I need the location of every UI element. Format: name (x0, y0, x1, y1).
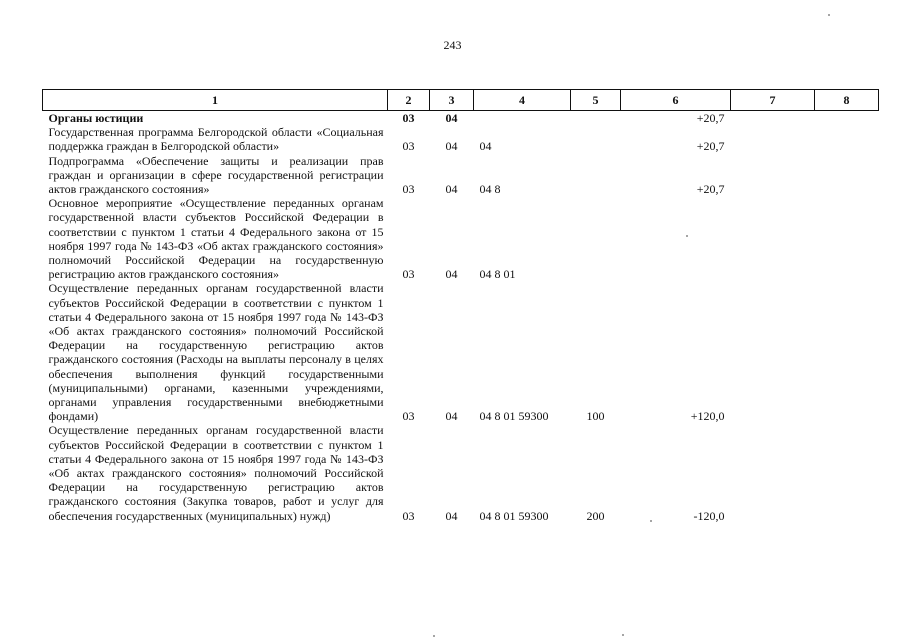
row-subsection-code: 04 (445, 508, 458, 523)
row-description: Государственная программа Белгородской области «Социальная поддержка граждан в Белгородской области» (48, 125, 384, 154)
row-section-code: 03 (402, 508, 415, 523)
row-subsection-code: 04 (445, 139, 458, 154)
table-row (43, 154, 879, 197)
scan-speck (433, 635, 435, 637)
row-col-7 (731, 196, 815, 281)
row-amount: +20,7 (696, 111, 725, 125)
row-col-8 (815, 125, 879, 153)
row-subsection-code: 04 (445, 267, 458, 282)
row-section-code: 03 (402, 139, 415, 154)
row-description: Органы юстиции (48, 111, 144, 125)
header-col-3: 3 (430, 90, 474, 111)
scan-speck (828, 14, 830, 16)
row-col-8 (815, 281, 879, 423)
row-target-article: 04 8 01 59300 (479, 409, 549, 424)
table-row (43, 196, 879, 281)
header-col-6: 6 (621, 90, 731, 111)
header-col-1: 1 (43, 90, 388, 111)
row-col-7 (731, 281, 815, 423)
row-expense-type (571, 196, 621, 281)
row-amount: +20,7 (696, 139, 725, 154)
row-expense-type: 100 (586, 409, 605, 424)
row-col-8 (815, 196, 879, 281)
row-section-code: 03 (402, 111, 415, 125)
table-row (43, 125, 879, 153)
row-subsection-code: 04 (445, 111, 458, 125)
row-target-article: 04 (479, 139, 492, 154)
scan-speck (650, 520, 652, 522)
row-amount (621, 196, 731, 281)
table-row (43, 281, 879, 423)
table-row (43, 111, 879, 126)
row-description: Осуществление переданных органам государственной власти субъектов Российской Федерации в соответствии с пунктом 1 статьи 4 Федерального закона от 15 ноября 1997 года № 143-ФЗ «Об актах гражданского состояния» полномочий Российской Федерации на государственную регистрацию актов гражданского состояния (Закупка товаров, работ и услуг для обеспечения государственных (муниципальных) нужд) (48, 423, 384, 523)
row-expense-type (571, 154, 621, 197)
table-header-row (43, 90, 879, 111)
row-col-7 (731, 154, 815, 197)
row-amount: +20,7 (696, 182, 725, 197)
row-col-8 (815, 154, 879, 197)
row-section-code: 03 (402, 267, 415, 282)
row-description: Осуществление переданных органам государственной власти субъектов Российской Федерации в соответствии с пунктом 1 статьи 4 Федерального закона от 15 ноября 1997 года № 143-ФЗ «Об актах гражданского состояния» полномочий Российской Федерации на государственную регистрацию актов гражданского состояния (Расходы на выплаты персоналу в целях обеспечения выполнения функций государственными (муниципальными) органами, казенными учреждениями, органами управления государственными внебюджетными фондами) (48, 281, 384, 424)
row-subsection-code: 04 (445, 409, 458, 424)
page-number: 243 (443, 38, 462, 52)
row-section-code: 03 (402, 409, 415, 424)
row-col-7 (731, 423, 815, 522)
row-target-article: 04 8 (479, 182, 501, 197)
scan-speck (622, 634, 624, 636)
row-col-7 (731, 111, 815, 126)
row-expense-type (571, 111, 621, 126)
row-expense-type (571, 125, 621, 153)
header-col-4: 4 (474, 90, 571, 111)
scan-speck (686, 235, 688, 237)
table-row (43, 423, 879, 522)
row-col-8 (815, 111, 879, 126)
row-expense-type: 200 (586, 508, 605, 523)
header-col-5: 5 (571, 90, 621, 111)
row-target-article (474, 111, 571, 126)
row-amount: -120,0 (693, 508, 725, 523)
budget-table (42, 89, 879, 523)
header-col-7: 7 (731, 90, 815, 111)
row-target-article: 04 8 01 (479, 267, 516, 282)
row-section-code: 03 (402, 182, 415, 197)
row-target-article: 04 8 01 59300 (479, 508, 549, 523)
row-amount: +120,0 (690, 409, 725, 424)
header-col-2: 2 (388, 90, 430, 111)
row-col-8 (815, 423, 879, 522)
row-subsection-code: 04 (445, 182, 458, 197)
row-col-7 (731, 125, 815, 153)
header-col-8: 8 (815, 90, 879, 111)
row-description: Основное мероприятие «Осуществление переданных органам государственной власти субъектов Российской Федерации в соответствии с пунктом 1 статьи 4 Федерального закона от 15 ноября 1997 года № 143-ФЗ «Об актах гражданского состояния» полномочий Российской Федерации на государственную регистрацию актов гражданского состояния» (48, 196, 384, 282)
row-description: Подпрограмма «Обеспечение защиты и реализации прав граждан и организации в сфере государственной регистрации актов гражданского состояния» (48, 153, 384, 197)
